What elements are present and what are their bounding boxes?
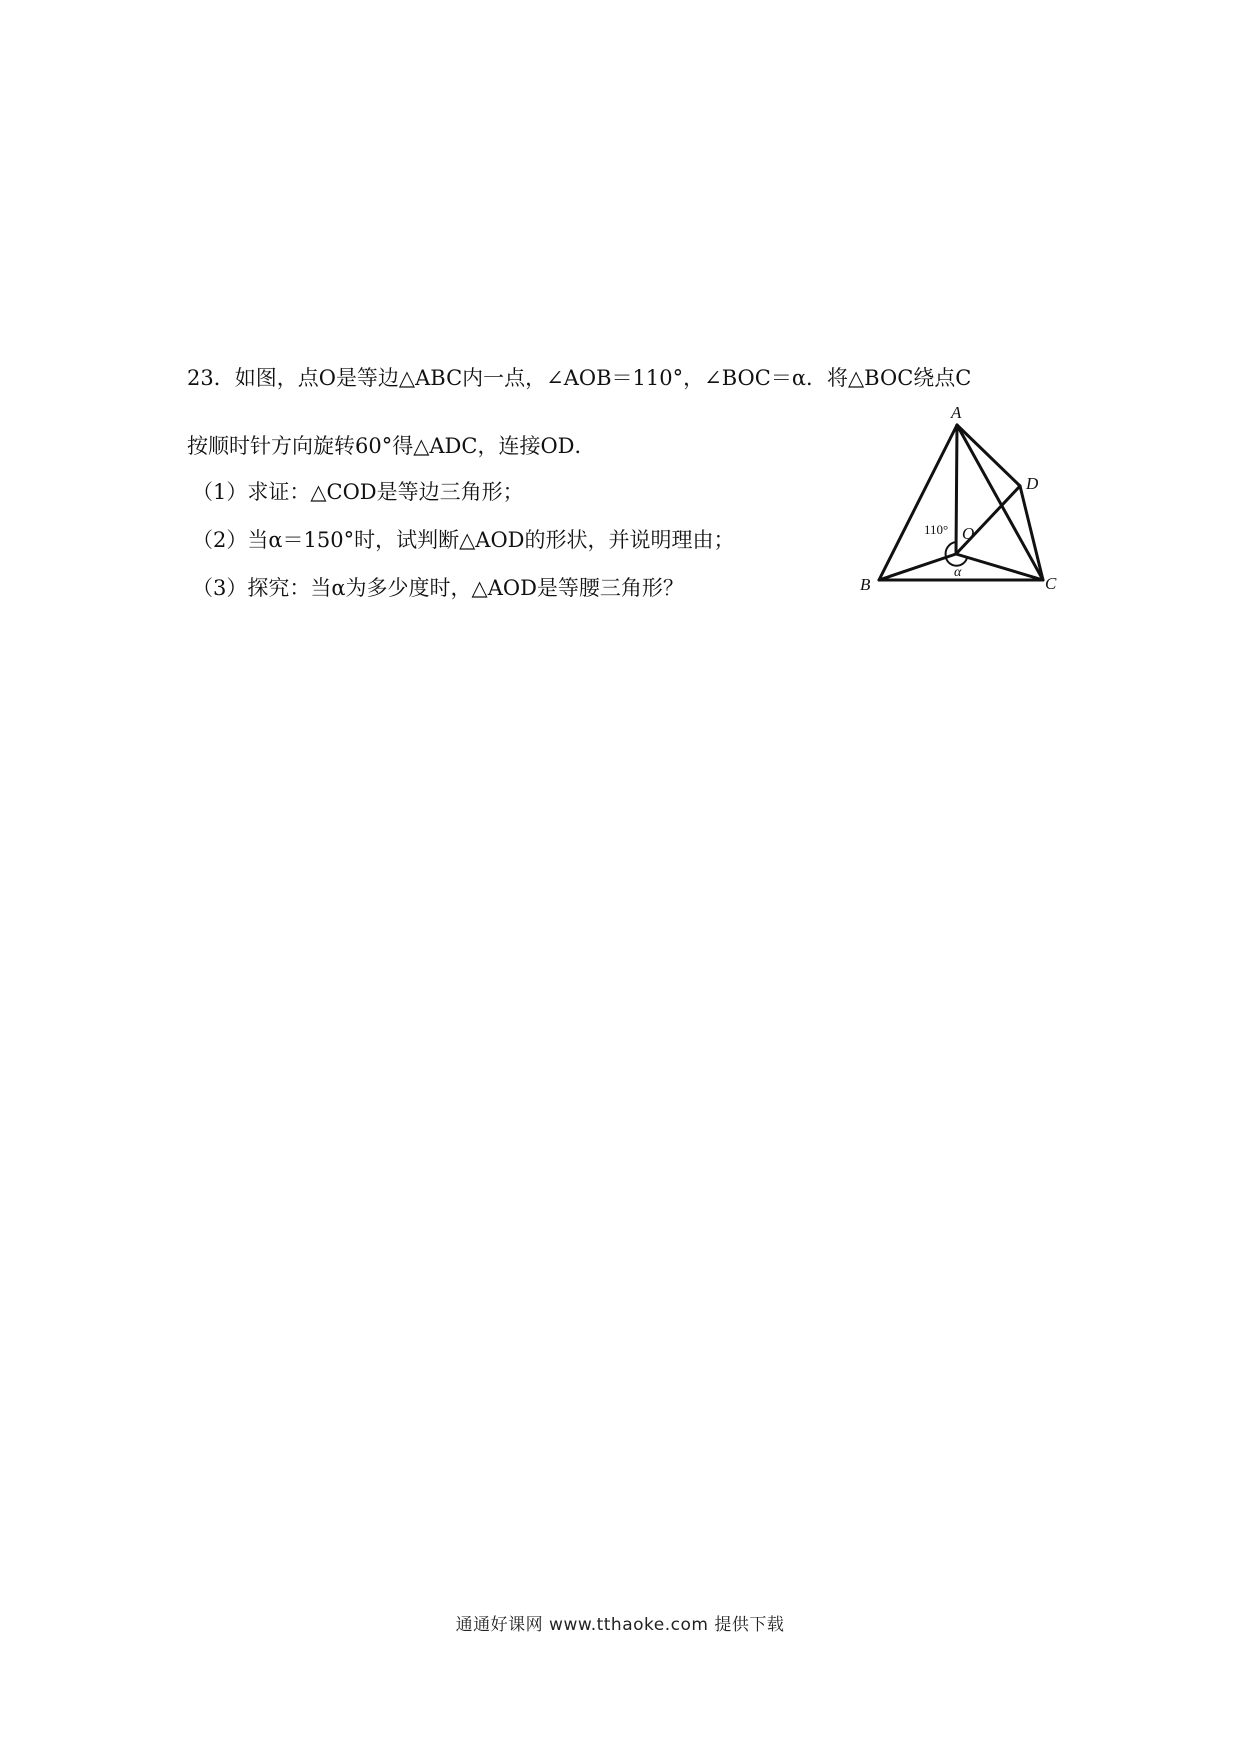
- triangle-diagrams: [850, 398, 1080, 598]
- label-a: A: [951, 403, 962, 422]
- question-part-2: （2）当α＝150°时，试判断△AOD的形状，并说明理由；: [192, 528, 735, 552]
- segment-dc: [1020, 486, 1043, 580]
- question-part-1: （1）求证：△COD是等边三角形；: [192, 480, 524, 504]
- label-b: B: [860, 575, 871, 594]
- angle-aob-label: 110°: [924, 522, 949, 537]
- label-o: O: [962, 524, 975, 543]
- problem-statement-line-1: 23．如图，点O是等边△ABC内一点，∠AOB＝110°，∠BOC＝α．将△BOC绕点C: [187, 366, 972, 390]
- problem-statement-line-2: 按顺时针方向旋转60°得△ADC，连接OD．: [187, 434, 596, 458]
- segment-ao: [956, 425, 957, 554]
- geometry-figure: [850, 398, 1080, 598]
- page-footer: 通通好课网 www.tthaoke.com 提供下载: [455, 1615, 785, 1635]
- question-part-3: （3）探究：当α为多少度时，△AOD是等腰三角形？: [192, 576, 684, 600]
- label-d: D: [1026, 474, 1039, 493]
- segment-ad: [957, 425, 1020, 486]
- angle-boc-label: α: [954, 565, 962, 580]
- label-c: C: [1045, 574, 1057, 593]
